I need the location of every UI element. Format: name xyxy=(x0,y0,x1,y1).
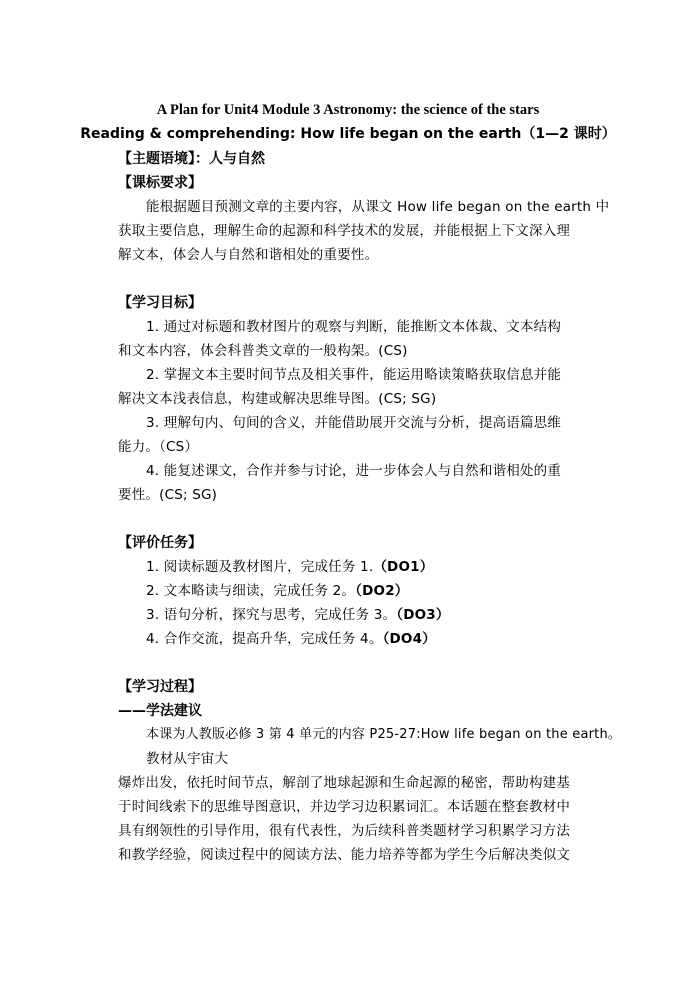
objective-line: 2. 掌握文本主要时间节点及相关事件，能运用略读策略获取信息并能 xyxy=(146,367,562,383)
task-item xyxy=(146,630,436,648)
task-item xyxy=(146,558,433,576)
curriculum-line: 解文本，体会人与自然和谐相处的重要性。 xyxy=(118,247,379,263)
tasks-heading: 【评价任务】 xyxy=(118,535,202,551)
task-text: 3. 语句分析，探究与思考，完成任务 3。 xyxy=(146,607,397,623)
process-line: 教材从宇宙大 xyxy=(146,751,229,767)
task-code: （DO2） xyxy=(355,583,409,599)
task-code: （DO1） xyxy=(373,559,434,575)
task-code: （DO4） xyxy=(382,631,436,647)
process-line: 爆炸出发，依托时间节点，解剖了地球起源和生命起源的秘密，帮助构建基 xyxy=(118,775,571,791)
objective-line: 1. 通过对标题和教材图片的观察与判断，能推断文本体裁、文本结构 xyxy=(146,319,562,335)
task-text: 4. 合作交流，提高升华，完成任务 4。 xyxy=(146,631,383,647)
process-line: 具有纲领性的引导作用，很有代表性，为后续科普类题材学习积累学习方法 xyxy=(118,823,571,839)
curriculum-line: 能根据题目预测文章的主要内容，从课文 How life began on the earth 中 xyxy=(146,199,610,215)
objective-line: 4. 能复述课文，合作并参与讨论，进一步体会人与自然和谐相处的重 xyxy=(146,463,562,479)
document-subtitle: Reading & comprehending: How life began on the earth（1—2 课时） xyxy=(80,126,616,142)
objective-line: 要性。(CS; SG) xyxy=(118,487,218,503)
objective-line: 能力。（CS） xyxy=(118,439,199,455)
process-line: 本课为人教版必修 3 第 4 单元的内容 P25-27:How life began on the earth。 xyxy=(146,727,622,742)
task-item xyxy=(146,606,450,624)
curriculum-line: 获取主要信息，理解生命的起源和科学技术的发展，并能根据上下文深入理 xyxy=(118,223,571,239)
objective-line: 和文本内容，体会科普类文章的一般构架。(CS) xyxy=(118,343,408,359)
task-item xyxy=(146,582,408,600)
theme-context-heading: 【主题语境】：人与自然 xyxy=(118,151,265,167)
document-title: A Plan for Unit4 Module 3 Astronomy: the science of the stars xyxy=(156,102,540,118)
objective-line: 解决文本浅表信息，构建或解决思维导图。(CS; SG) xyxy=(118,391,437,407)
curriculum-heading: 【课标要求】 xyxy=(118,175,202,191)
process-line: 和教学经验，阅读过程中的阅读方法、能力培养等都为学生今后解决类似文 xyxy=(118,847,571,863)
task-code: （DO3） xyxy=(396,607,450,623)
objective-line: 3. 理解句内、句间的含义，并能借助展开交流与分析，提高语篇思维 xyxy=(146,415,562,431)
process-subheading: ——学法建议 xyxy=(118,703,202,719)
task-text: 2. 文本略读与细读，完成任务 2。 xyxy=(146,583,356,599)
objectives-heading: 【学习目标】 xyxy=(118,295,202,311)
process-line: 于时间线索下的思维导图意识，并边学习边积累词汇。本话题在整套教材中 xyxy=(118,799,571,815)
task-text: 1. 阅读标题及教材图片，完成任务 1. xyxy=(146,559,374,575)
process-heading: 【学习过程】 xyxy=(118,679,202,695)
